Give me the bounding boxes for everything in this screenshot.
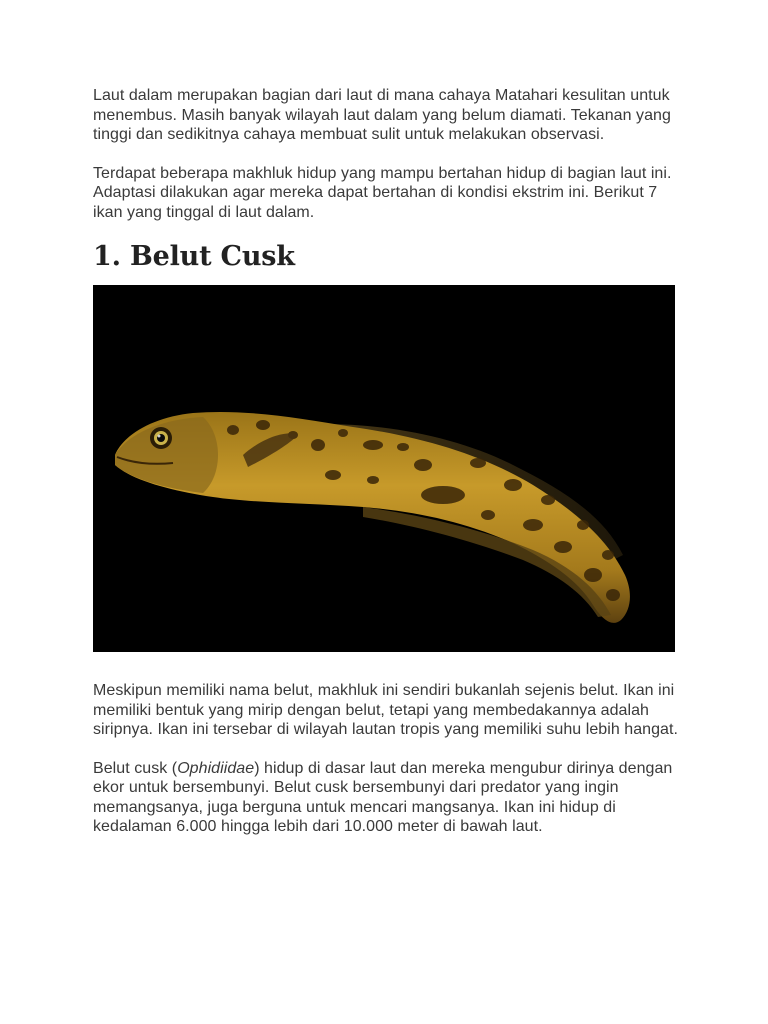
section-heading-belut-cusk: 1. Belut Cusk	[93, 241, 295, 272]
section-paragraph-1: Meskipun memiliki nama belut, makhluk ini sendiri bukanlah sejenis belut. Ikan ini memiliki bentuk yang mirip dengan belut, tetapi yang membedakannya adalah siripnya. Ikan ini tersebar di wilayah lautan tropis yang memiliki suhu lebih hangat.	[93, 682, 678, 738]
paragraph-text-end: ) hidup di dasar laut dan mereka mengubur dirinya dengan ekor untuk bersembunyi. Belut cusk bersembunyi dari predator yang ingin memangsanya, juga berguna untuk mencari mangsanya. Ikan ini hidup di kedalaman 6.000 hingga lebih dari 10.000 meter di bawah laut.	[93, 759, 673, 835]
cusk-eel-illustration	[93, 285, 675, 652]
article-body	[93, 86, 678, 856]
intro-paragraph-2: Terdapat beberapa makhluk hidup yang mampu bertahan hidup di bagian laut ini. Adaptasi dilakukan agar mereka dapat bertahan di kondisi ekstrim ini. Berikut 7 ikan yang tinggal di laut dalam.	[93, 164, 672, 221]
paragraph-text-start: Belut cusk (	[93, 759, 178, 777]
intro-paragraph-1: Laut dalam merupakan bagian dari laut di mana cahaya Matahari kesulitan untuk menembus. Masih banyak wilayah laut dalam yang belum diamati. Tekanan yang tinggi dan sedikitnya cahaya membuat sulit untuk melakukan observasi.	[93, 87, 671, 143]
cusk-eel-photo	[93, 285, 675, 652]
scientific-name: Ophidiidae	[177, 759, 255, 777]
section-paragraph-2	[93, 759, 678, 837]
